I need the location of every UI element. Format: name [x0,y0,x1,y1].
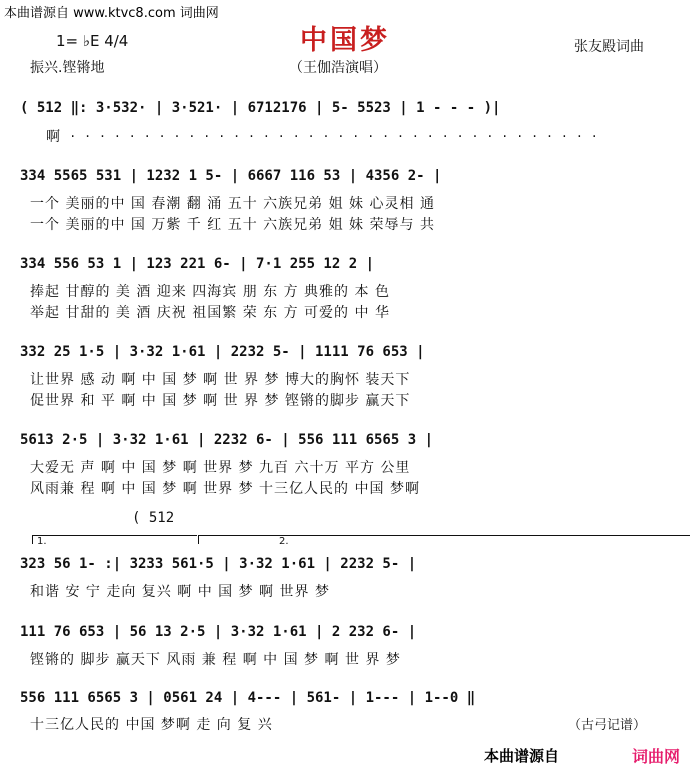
lyric-line: 让世界 感 动 啊 中 国 梦 啊 世 界 梦 博大的胸怀 装天下 [30,372,411,388]
lyric-line: 啊 · · · · · · · · · · · · · · · · · · · · · · · · · · · · · · · · · · · · [46,129,600,145]
volta-label: 1. [37,536,47,547]
notation-line: 5613 2·5 | 3·32 1·61 | 2232 6- | 556 111 6565 3 | [20,432,434,448]
lyric-line: 铿锵的 脚步 赢天下 风雨 兼 程 啊 中 国 梦 啊 世 界 梦 [30,652,401,668]
notation-line: 323 56 1- :| 3233 561·5 | 3·32 1·61 | 2232 5- | [20,556,417,572]
transcriber-credit: （古弓记谱） [567,718,646,733]
watermark-bottom-source: 本曲谱源自 [484,747,560,765]
volta-bracket [32,535,197,547]
key-signature: 1= ♭E 4/4 [56,32,129,50]
lyric-line: 和谐 安 宁 走向 复兴 啊 中 国 梦 啊 世界 梦 [30,584,330,600]
notation-line: ( 512 ‖: 3·532· | 3·521· | 6712176 | 5- 5523 | 1 - - - )| [20,100,501,116]
notation-line: 556 111 6565 3 | 0561 24 | 4--- | 561- | 1--- | 1--0 ‖ [20,690,476,706]
lyric-line: 举起 甘甜的 美 酒 庆祝 祖国繁 荣 东 方 可爱的 中 华 [30,305,390,321]
song-title: 中国梦 [300,25,390,56]
intro-notes: ( 512 [132,510,175,526]
lyric-line: 大爱无 声 啊 中 国 梦 啊 世界 梦 九百 六十万 平方 公里 [30,460,411,476]
performance-style: 振兴.铿锵地 [30,60,105,76]
lyric-line: 捧起 甘醇的 美 酒 迎来 四海宾 朋 东 方 典雅的 本 色 [30,284,390,300]
lyric-line: 十三亿人民的 中国 梦啊 走 向 复 兴 [30,717,273,733]
watermark-top: 本曲谱源自 www.ktvc8.com 词曲网 [4,6,219,21]
lyric-line: 一个 美丽的中 国 万紫 千 红 五十 六族兄弟 姐 妹 荣辱与 共 [30,217,435,233]
lyric-line: 风雨兼 程 啊 中 国 梦 啊 世界 梦 十三亿人民的 中国 梦啊 [30,481,420,497]
lyric-line: 促世界 和 平 啊 中 国 梦 啊 世 界 梦 铿锵的脚步 赢天下 [30,393,411,409]
composer-credit: 张友殿词曲 [574,39,644,55]
notation-line: 334 5565 531 | 1232 1 5- | 6667 116 53 | 4356 2- | [20,168,442,184]
volta-bracket [198,535,690,547]
notation-line: 332 25 1·5 | 3·32 1·61 | 2232 5- | 1111 76 653 | [20,344,425,360]
volta-label: 2. [279,536,289,547]
singer-credit: （王伽浩演唱） [289,60,387,76]
lyric-line: 一个 美丽的中 国 春潮 翻 涌 五十 六族兄弟 姐 妹 心灵相 通 [30,196,435,212]
notation-line: 111 76 653 | 56 13 2·5 | 3·32 1·61 | 2 232 6- | [20,624,417,640]
watermark-bottom-logo: 词曲网 [632,747,681,766]
notation-line: 334 556 53 1 | 123 221 6- | 7·1 255 12 2 | [20,256,375,272]
